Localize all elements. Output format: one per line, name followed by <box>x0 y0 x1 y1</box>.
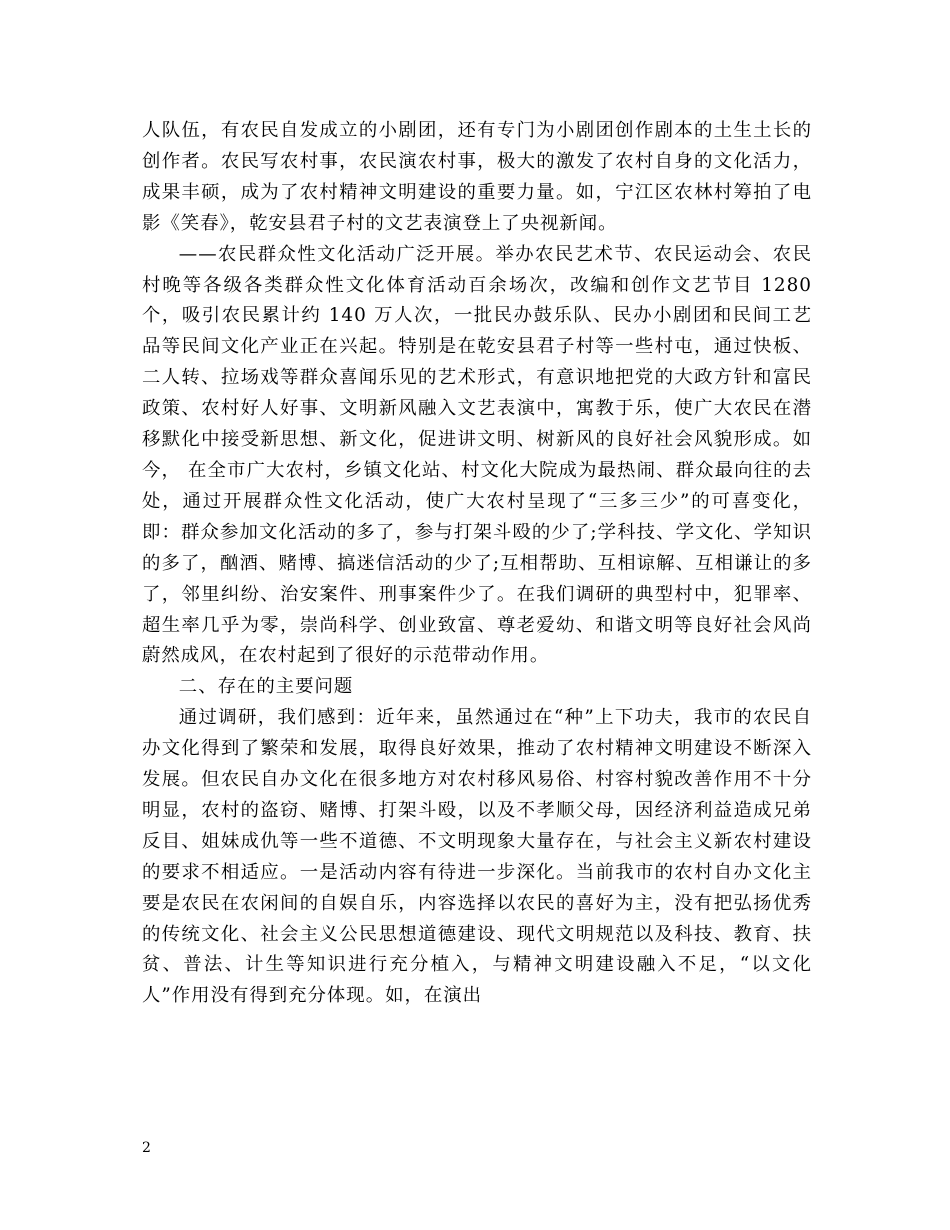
body-text <box>142 116 812 1012</box>
paragraph-3: 通过调研，我们感到：近年来，虽然通过在“种”上下功夫，我市的农民自办文化得到了繁荣和发展，取得良好效果，推动了农村精神文明建设不断深入发展。但农民自办文化在很多地方对农村移风易俗、村容村貌改善作用不十分明显，农村的盗窃、赌博、打架斗殴，以及不孝顺父母，因经济利益造成兄弟反目、姐妹成仇等一些不道德、不文明现象大量存在，与社会主义新农村建设的要求不相适应。一是活动内容有待进一步深化。当前我市的农村自办文化主要是农民在农闲间的自娱自乐，内容选择以农民的喜好为主，没有把弘扬优秀的传统文化、社会主义公民思想道德建设、现代文明规范以及科技、教育、扶贫、普法、计生等知识进行充分植入，与精神文明建设融入不足，“以文化人”作用没有得到充分体现。如，在演出 <box>142 707 812 1007</box>
page-number: 2 <box>142 1140 151 1156</box>
paragraph-2: ——农民群众性文化活动广泛开展。举办农民艺术节、农民运动会、农民村晚等各级各类群众性文化体育活动百余场次，改编和创作文艺节目 1280 个，吸引农民累计约 140 万人次，一批民办鼓乐队、民办小剧团和民间工艺品等民间文化产业正在兴起。特别是在乾安县君子村等一些村屯，通过快板、二人转、拉场戏等群众喜闻乐见的艺术形式，有意识地把党的大政方针和富民政策、农村好人好事、文明新风融入文艺表演中，寓教于乐，使广大农民在潜移默化中接受新思想、新文化，促进讲文明、树新风的良好社会风貌形成。如今， 在全市广大农村，乡镇文化站、村文化大院成为最热闹、群众最向往的去处，通过开展群众性文化活动，使广大农村呈现了“三多三少”的可喜变化，即：群众参加文化活动的多了，参与打架斗殴的少了;学科技、学文化、学知识的多了，酗酒、赌博、搞迷信活动的少了;互相帮助、互相谅解、互相谦让的多了，邻里纠纷、治安案件、刑事案件少了。在我们调研的典型村中，犯罪率、超生率几乎为零，崇尚科学、创业致富、尊老爱幼、和谐文明等良好社会风尚蔚然成风，在农村起到了很好的示范带动作用。 <box>142 243 812 667</box>
section-heading: 二、存在的主要问题 <box>178 676 354 698</box>
paragraph-1: 人队伍，有农民自发成立的小剧团，还有专门为小剧团创作剧本的土生土长的创作者。农民写农村事，农民演农村事，极大的激发了农村自身的文化活力，成果丰硕，成为了农村精神文明建设的重要力量。如，宁江区农林村筹拍了电影《笑春》，乾安县君子村的文艺表演登上了央视新闻。 <box>142 120 812 234</box>
